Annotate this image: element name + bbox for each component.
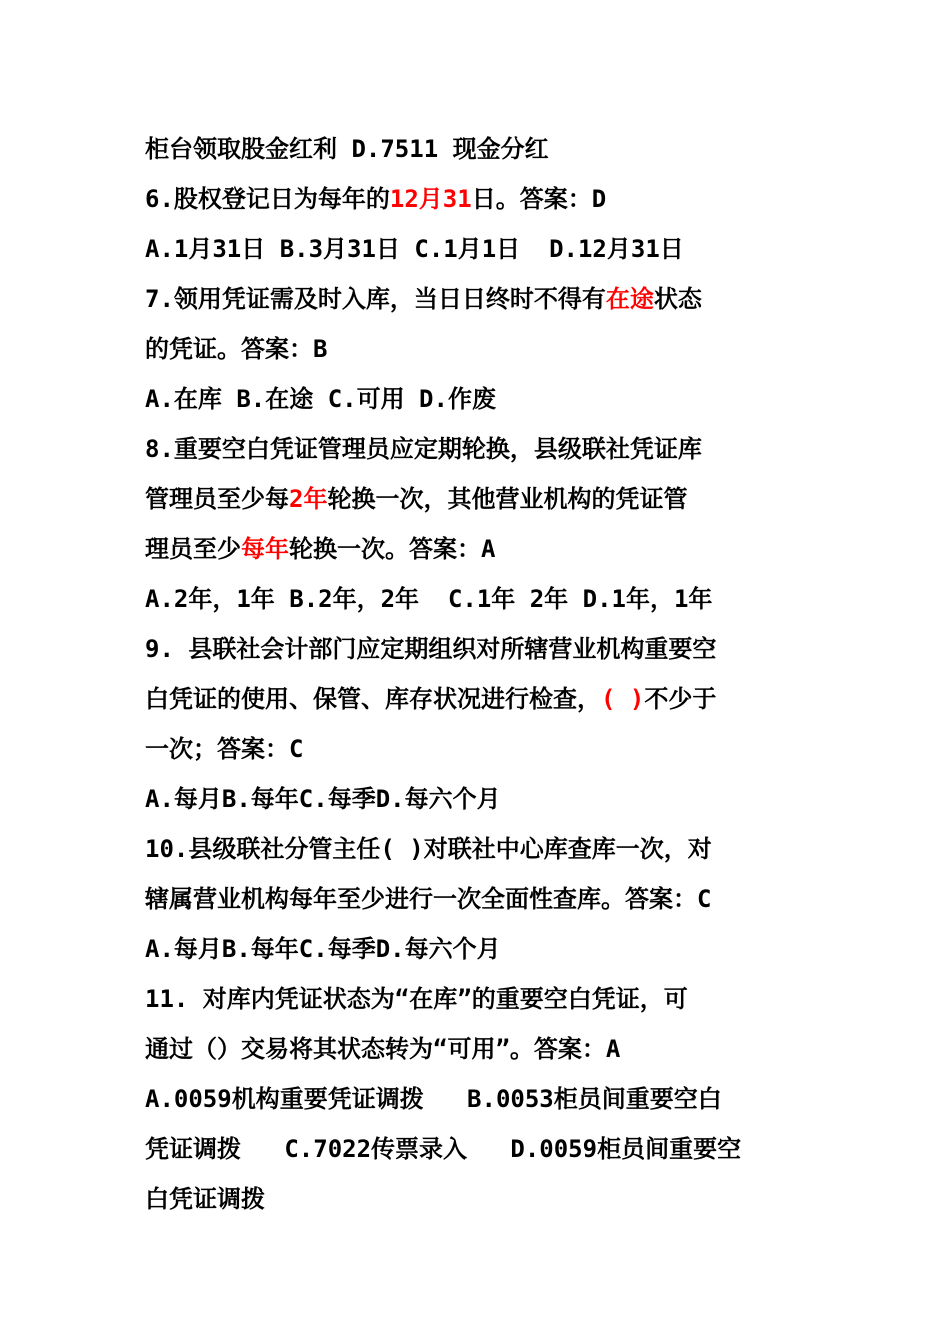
text-line <box>145 1124 765 1174</box>
highlighted-text: 在途 <box>605 285 654 313</box>
text-line <box>145 424 765 474</box>
text-line <box>145 574 765 624</box>
text-line <box>145 974 765 1024</box>
text-line <box>145 1174 765 1224</box>
text-segment: 理员至少 <box>145 535 241 563</box>
text-segment: 不少于 <box>644 685 717 713</box>
highlighted-text: ( ) <box>601 685 645 713</box>
text-segment: 白凭证的使用、保管、库存状况进行检查， <box>145 685 601 713</box>
text-segment: 10.县级联社分管主任( )对联社中心库查库一次，对 <box>145 835 712 863</box>
text-line <box>145 174 765 224</box>
text-line <box>145 324 765 374</box>
text-line <box>145 1024 765 1074</box>
highlighted-text: 2年 <box>289 485 328 513</box>
text-segment: 一次；答案：C <box>145 735 304 763</box>
text-segment: 白凭证调拨 <box>145 1185 265 1213</box>
document-body <box>145 124 765 1224</box>
text-segment: 6.股权登记日为每年的 <box>145 185 390 213</box>
text-line <box>145 224 765 274</box>
text-segment: 轮换一次，其他营业机构的凭证管 <box>327 485 688 513</box>
text-segment: 辖属营业机构每年至少进行一次全面性查库。答案：C <box>145 885 712 913</box>
text-segment: 9. 县联社会计部门应定期组织对所辖营业机构重要空 <box>145 635 717 663</box>
text-segment: 柜台领取股金红利 D.7511 现金分红 <box>145 135 549 163</box>
text-line <box>145 524 765 574</box>
text-line <box>145 624 765 674</box>
text-segment: 状态 <box>653 285 702 313</box>
highlighted-text: 每年 <box>241 535 289 563</box>
text-segment: A.在库 B.在途 C.可用 D.作废 <box>145 385 496 413</box>
text-line <box>145 774 765 824</box>
text-segment: 11. 对库内凭证状态为“在库”的重要空白凭证，可 <box>145 985 688 1013</box>
text-line <box>145 674 765 724</box>
text-segment: A.每月B.每年C.每季D.每六个月 <box>145 785 501 813</box>
text-segment: 管理员至少每 <box>145 485 289 513</box>
text-segment: 轮换一次。答案：A <box>289 535 496 563</box>
text-line <box>145 724 765 774</box>
text-segment: 7.领用凭证需及时入库，当日日终时不得有 <box>145 285 606 313</box>
text-segment: 通过（）交易将其状态转为“可用”。答案：A <box>145 1035 621 1063</box>
text-line <box>145 1074 765 1124</box>
text-line <box>145 474 765 524</box>
text-segment: A.0059机构重要凭证调拨 B.0053柜员间重要空白 <box>145 1085 722 1113</box>
text-line <box>145 374 765 424</box>
text-segment: 凭证调拨 C.7022传票录入 D.0059柜员间重要空 <box>145 1135 742 1163</box>
text-line <box>145 824 765 874</box>
text-segment: A.2年，1年 B.2年，2年 C.1年 2年 D.1年，1年 <box>145 585 713 613</box>
text-segment: 的凭证。答案：B <box>145 335 328 363</box>
text-segment: 日。答案：D <box>471 185 607 213</box>
text-segment: A.1月31日 B.3月31日 C.1月1日 D.12月31日 <box>145 235 684 263</box>
text-line <box>145 124 765 174</box>
text-segment: A.每月B.每年C.每季D.每六个月 <box>145 935 501 963</box>
text-line <box>145 274 765 324</box>
highlighted-text: 12月31 <box>389 185 472 213</box>
text-segment: 8.重要空白凭证管理员应定期轮换，县级联社凭证库 <box>145 435 702 463</box>
text-line <box>145 874 765 924</box>
text-line <box>145 924 765 974</box>
